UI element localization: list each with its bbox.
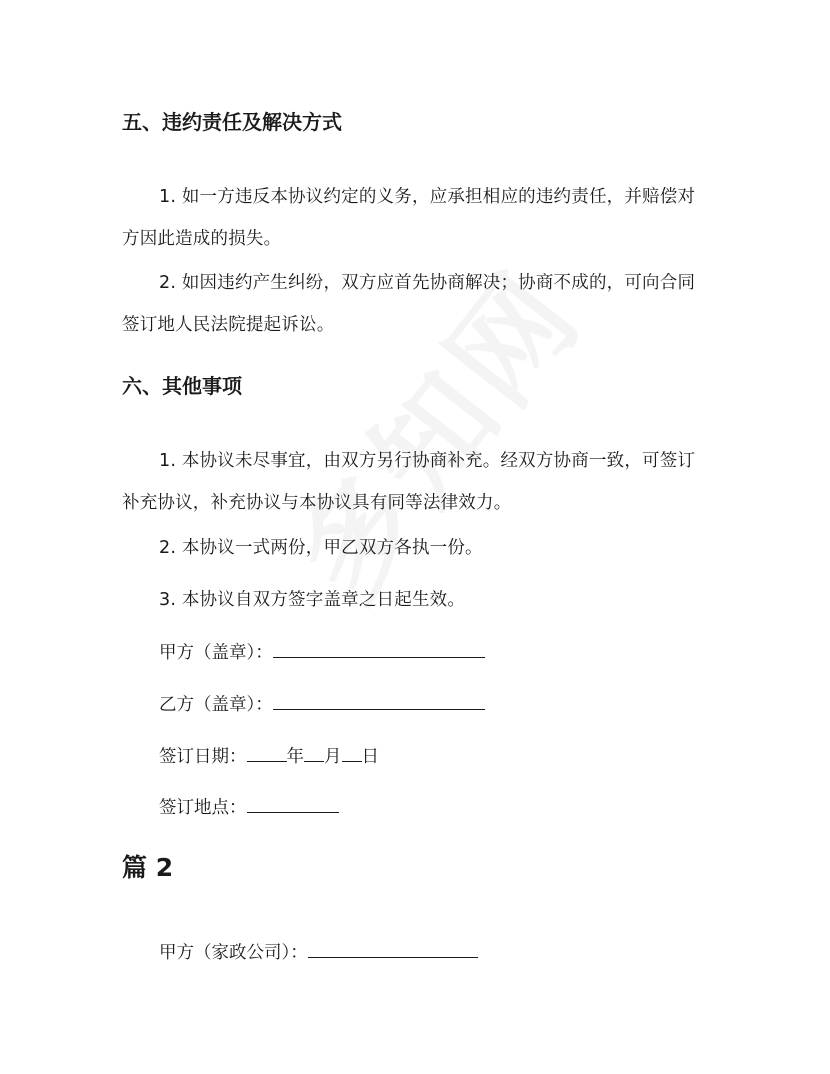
party-b-signature-line	[159, 689, 485, 718]
sign-date-year-blank[interactable]	[247, 741, 287, 762]
sign-date-label: 签订日期：	[159, 747, 247, 767]
sign-date-month-blank[interactable]	[304, 741, 324, 762]
party-a-signature-line	[159, 637, 485, 666]
chapter-2-title: 篇 2	[122, 853, 174, 882]
party-b-blank[interactable]	[273, 689, 485, 710]
section-6-title: 六、其他事项	[122, 374, 242, 398]
sign-date-day-blank[interactable]	[342, 741, 362, 762]
section-5-title: 五、违约责任及解决方式	[122, 110, 342, 134]
section-5-item-1: 1. 如一方违反本协议约定的义务，应承担相应的违约责任，并赔偿对方因此造成的损失。	[122, 187, 696, 249]
chapter-2-party-a-line	[159, 937, 478, 966]
section-6-item-3: 3. 本协议自双方签字盖章之日起生效。	[159, 590, 466, 610]
sign-place-line	[159, 792, 339, 821]
sign-date-line	[159, 741, 379, 770]
chapter-2-party-a-label: 甲方（家政公司）：	[159, 943, 308, 963]
party-a-blank[interactable]	[273, 637, 485, 658]
party-a-label: 甲方（盖章）：	[159, 643, 273, 663]
sign-date-day-label: 日	[361, 747, 379, 767]
sign-date-month-label: 月	[324, 747, 342, 767]
section-6-item-1: 1. 本协议未尽事宜，由双方另行协商补充。经双方协商一致，可签订补充协议，补充协议与本协议具有同等法律效力。	[122, 451, 696, 513]
chapter-2-party-a-blank[interactable]	[308, 937, 478, 958]
party-b-label: 乙方（盖章）：	[159, 695, 273, 715]
sign-date-year-label: 年	[286, 747, 304, 767]
section-6-item-2: 2. 本协议一式两份，甲乙双方各执一份。	[159, 538, 483, 558]
sign-place-blank[interactable]	[247, 792, 339, 813]
sign-place-label: 签订地点：	[159, 798, 247, 818]
section-5-item-2: 2. 如因违约产生纠纷，双方应首先协商解决；协商不成的，可向合同签订地人民法院提起诉讼。	[122, 273, 696, 335]
